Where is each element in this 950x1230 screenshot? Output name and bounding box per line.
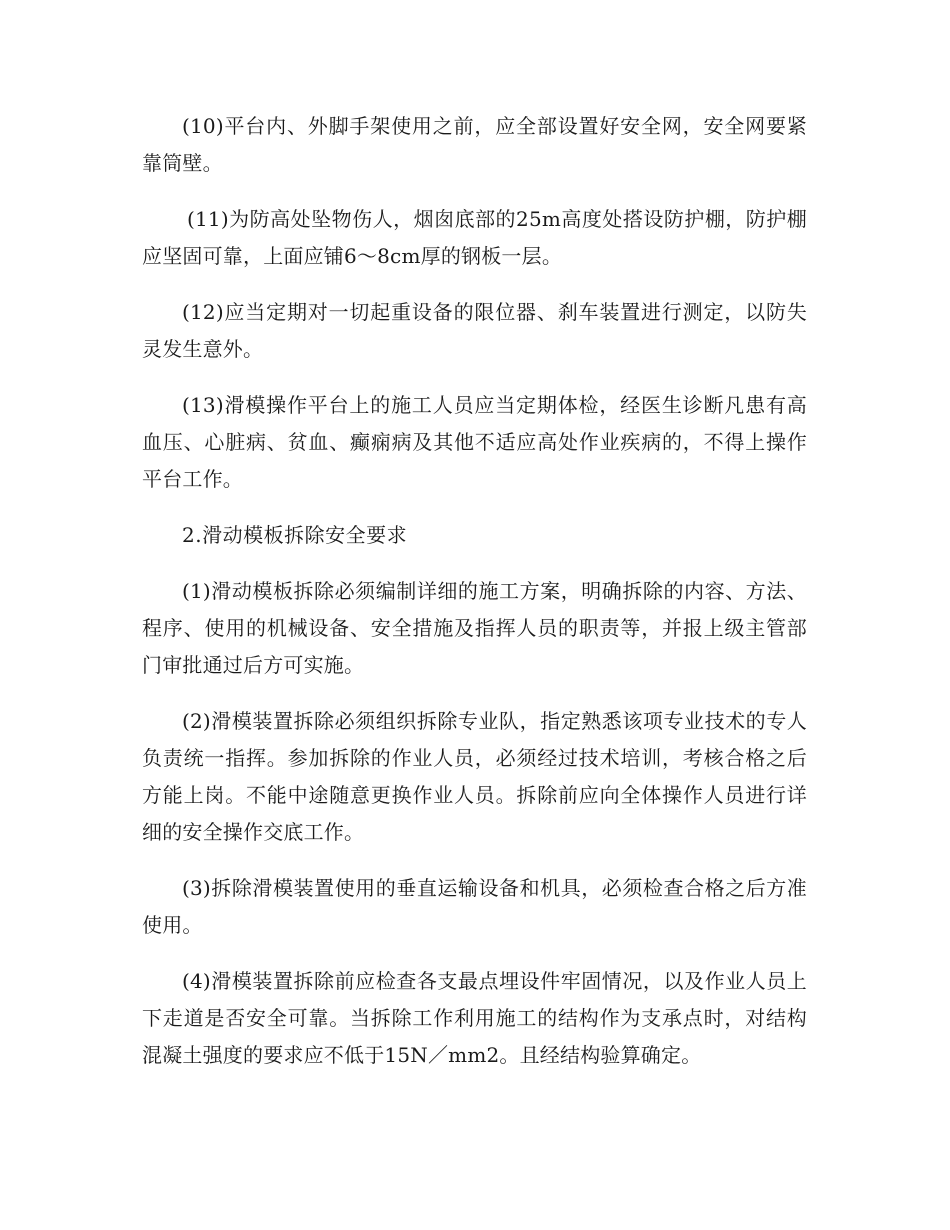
section-paragraph-4: (4)滑模装置拆除前应检查各支最点埋设件牢固情况，以及作业人员上下走道是否安全可靠。当拆除工作利用施工的结构作为支承点时，对结构混凝土强度的要求应不低于15N／mm2。且经结构验算确定。 xyxy=(142,969,807,1067)
section-paragraph-1: (1)滑动模板拆除必须编制详细的施工方案，明确拆除的内容、方法、程序、使用的机械设备、安全措施及指挥人员的职责等，并报上级主管部门审批通过后方可实施。 xyxy=(142,579,807,677)
paragraph-11: (11)为防高处坠物伤人，烟囱底部的25m高度处搭设防护棚，防护棚应坚固可靠，上面应铺6～8cm厚的钢板一层。 xyxy=(142,207,807,268)
section-paragraph-3: (3)拆除滑模装置使用的垂直运输设备和机具，必须检查合格之后方准使用。 xyxy=(142,876,807,937)
document-body xyxy=(142,108,807,1093)
paragraph-12: (12)应当定期对一切起重设备的限位器、刹车装置进行测定，以防失灵发生意外。 xyxy=(142,300,807,361)
section-heading: 2.滑动模板拆除安全要求 xyxy=(182,523,408,547)
paragraph-13: (13)滑模操作平台上的施工人员应当定期体检，经医生诊断凡患有高血压、心脏病、贫血、癫痫病及其他不适应高处作业疾病的，不得上操作平台工作。 xyxy=(142,393,807,491)
section-paragraph-2: (2)滑模装置拆除必须组织拆除专业队，指定熟悉该项专业技术的专人负责统一指挥。参加拆除的作业人员，必须经过技术培训，考核合格之后方能上岗。不能中途随意更换作业人员。拆除前应向全体操作人员进行详细的安全操作交底工作。 xyxy=(142,709,807,844)
paragraph-10: (10)平台内、外脚手架使用之前，应全部设置好安全网，安全网要紧靠筒壁。 xyxy=(142,114,807,175)
